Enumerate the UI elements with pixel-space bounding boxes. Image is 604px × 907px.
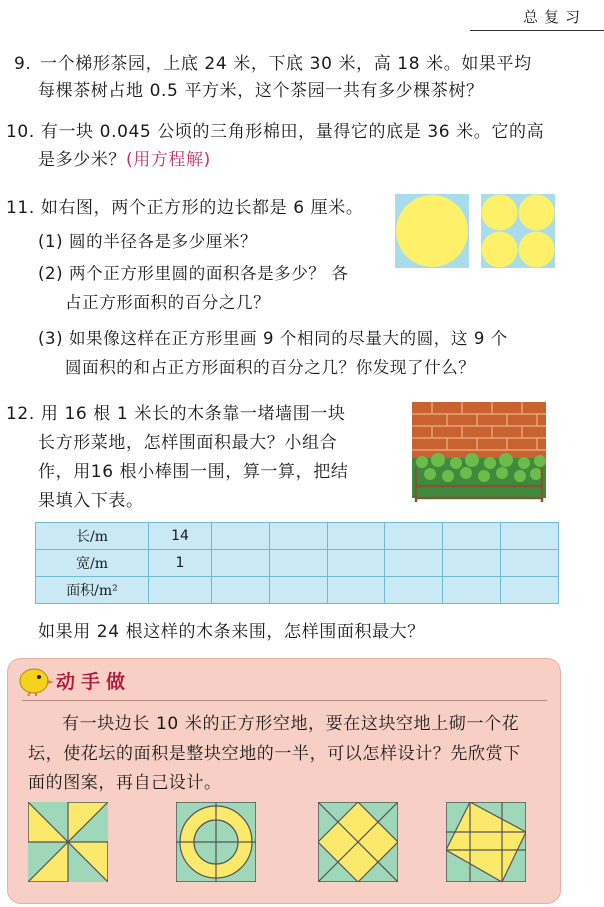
- activity-title: 动手做: [56, 671, 132, 693]
- table-cell[interactable]: [149, 577, 212, 604]
- q12-line1: [6, 402, 346, 426]
- square-one-circle: [395, 194, 469, 268]
- q10-line1: [6, 120, 544, 144]
- q12-number: 12.: [6, 404, 35, 424]
- activity-line2: 坛，使花坛的面积是整块空地的一半，可以怎样设计？先欣赏下: [28, 744, 521, 764]
- q11-squares-figure: [395, 194, 555, 268]
- q11-part3b: 圆面积的和占正方形面积的百分之几？你发现了什么？: [65, 358, 476, 377]
- q9-text1: 一个梯形茶园，上底 24 米，下底 30 米，高 18 米。如果平均: [40, 54, 532, 74]
- q11-number: 11.: [6, 198, 35, 218]
- q11-line1: [6, 196, 363, 220]
- brick-wall-garden-illustration: [412, 402, 546, 504]
- q11-part2a: (2) 两个正方形里圆的面积各是多少？ 各: [38, 264, 349, 283]
- table-cell[interactable]: [269, 550, 327, 577]
- table-cell[interactable]: 1: [149, 550, 212, 577]
- pattern-ring: [176, 802, 256, 882]
- table-cell[interactable]: [501, 577, 559, 604]
- activity-line1: 有一块边长 10 米的正方形空地，要在这块空地上砌一个花: [62, 714, 520, 734]
- table-cell[interactable]: [443, 550, 501, 577]
- q9-number: 9.: [14, 54, 32, 74]
- table-cell[interactable]: [501, 550, 559, 577]
- header-rule: [470, 30, 604, 31]
- q10-hint: (用方程解): [126, 150, 211, 170]
- q9-line2: 每棵茶树占地 0.5 平方米，这个茶园一共有多少棵茶树？: [38, 81, 484, 101]
- q12-text1: 用 16 根 1 米长的木条靠一堵墙围一块: [40, 404, 346, 424]
- table-cell[interactable]: [385, 577, 443, 604]
- page-header-title: 总复习: [522, 8, 586, 26]
- table-row-label: 宽/m: [36, 550, 149, 577]
- q10-text1: 有一块 0.045 公顷的三角形棉田，量得它的底是 36 米。它的高: [40, 122, 545, 142]
- chick-icon: [14, 662, 54, 696]
- table-cell[interactable]: [385, 550, 443, 577]
- table-cell[interactable]: [501, 523, 559, 550]
- table-cell[interactable]: [212, 550, 270, 577]
- q12-fence-table: [35, 522, 559, 604]
- table-row-label: 长/m: [36, 523, 149, 550]
- q12-line3: 作，用16 根小棒围一围，算一算，把结: [38, 462, 349, 482]
- activity-title-rule: [22, 700, 547, 701]
- table-cell[interactable]: 14: [149, 523, 212, 550]
- q11-part3a: (3) 如果像这样在正方形里画 9 个相同的尽量大的圆，这 9 个: [38, 329, 508, 348]
- table-cell[interactable]: [443, 577, 501, 604]
- table-cell[interactable]: [212, 523, 270, 550]
- q12-line2: 长方形菜地，怎样围面积最大？小组合: [38, 433, 338, 453]
- table-cell[interactable]: [385, 523, 443, 550]
- q12-followup: 如果用 24 根这样的木条来围，怎样围面积最大？: [38, 622, 425, 642]
- q9-line1: [14, 52, 532, 76]
- table-cell[interactable]: [327, 550, 385, 577]
- table-row-label: 面积/m²: [36, 577, 149, 604]
- q10-text2: 是多少米？: [38, 150, 126, 170]
- square-four-circles: [481, 194, 555, 268]
- table-cell[interactable]: [443, 523, 501, 550]
- q12-line4: 果填入下表。: [38, 491, 144, 511]
- table-cell[interactable]: [327, 577, 385, 604]
- table-cell[interactable]: [269, 577, 327, 604]
- table-cell[interactable]: [269, 523, 327, 550]
- q10-number: 10.: [6, 122, 35, 142]
- q11-part1: (1) 圆的半径各是多少厘米？: [38, 232, 258, 251]
- q11-text1: 如右图，两个正方形的边长都是 6 厘米。: [40, 198, 364, 218]
- table-row: [36, 550, 559, 577]
- table-row: [36, 577, 559, 604]
- table-cell[interactable]: [212, 577, 270, 604]
- q11-part2b: 占正方形面积的百分之几？: [65, 293, 271, 312]
- q10-line2: [38, 148, 211, 172]
- table-row: [36, 523, 559, 550]
- pattern-quadrilateral: [446, 802, 526, 882]
- pattern-diamonds: [318, 802, 398, 882]
- table-cell[interactable]: [327, 523, 385, 550]
- activity-line3: 面的图案，再自己设计。: [28, 773, 222, 793]
- pattern-pinwheel: [28, 802, 108, 882]
